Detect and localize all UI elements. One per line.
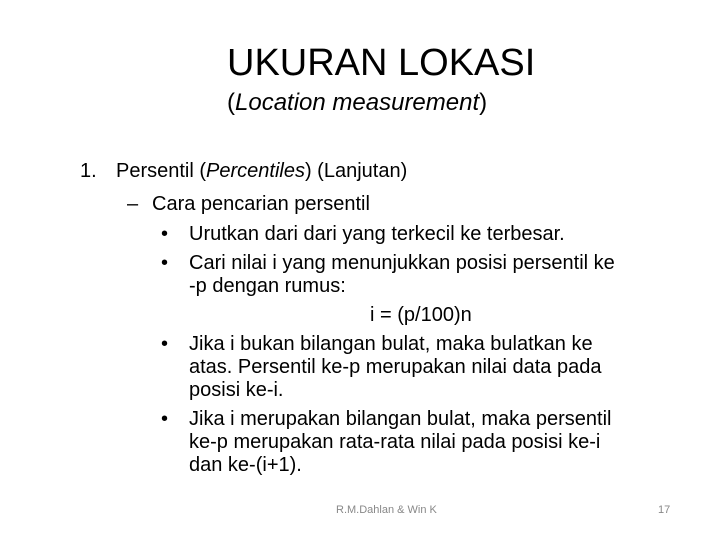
bullet-text-line: posisi ke-i. [189, 379, 284, 401]
subtitle-close-paren: ) [479, 89, 488, 116]
bullet-text-line: Jika i bukan bilangan bulat, maka bulatkan ke [189, 333, 593, 355]
slide-subtitle [227, 87, 487, 119]
bullet-text-line: Jika i merupakan bilangan bulat, maka persentil [189, 408, 612, 430]
slide-title: UKURAN LOKASI [227, 42, 536, 84]
subtitle-open-paren: ( [227, 89, 235, 116]
bullet-marker: • [161, 223, 169, 245]
item1-text-a: Persentil ( [116, 160, 207, 182]
item1-text-b: ) (Lanjutan) [304, 160, 408, 182]
footer-page-number: 17 [658, 504, 671, 516]
item1-text-italic: Percentiles [206, 160, 305, 182]
bullet-marker: • [161, 333, 169, 355]
bullet-text-line: -p dengan rumus: [189, 275, 346, 297]
dash-marker: – [127, 193, 139, 215]
sub-item-text: Cara pencarian persentil [152, 193, 370, 215]
list-item-text [116, 159, 407, 183]
bullet-marker: • [161, 408, 169, 430]
bullet-marker: • [161, 252, 169, 274]
bullet-text-line: ke-p merupakan rata-rata nilai pada posisi ke-i [189, 431, 601, 453]
bullet-text-line: Urutkan dari dari yang terkecil ke terbesar. [189, 223, 565, 245]
list-number: 1. [80, 160, 97, 182]
bullet-text-line: atas. Persentil ke-p merupakan nilai data pada [189, 356, 602, 378]
bullet-text-line: dan ke-(i+1). [189, 454, 302, 476]
bullet-text-line: Cari nilai i yang menunjukkan posisi persentil ke [189, 252, 615, 274]
subtitle-italic: Location measurement [235, 89, 480, 116]
formula-text: i = (p/100)n [370, 304, 472, 326]
footer-author: R.M.Dahlan & Win K [336, 504, 437, 516]
